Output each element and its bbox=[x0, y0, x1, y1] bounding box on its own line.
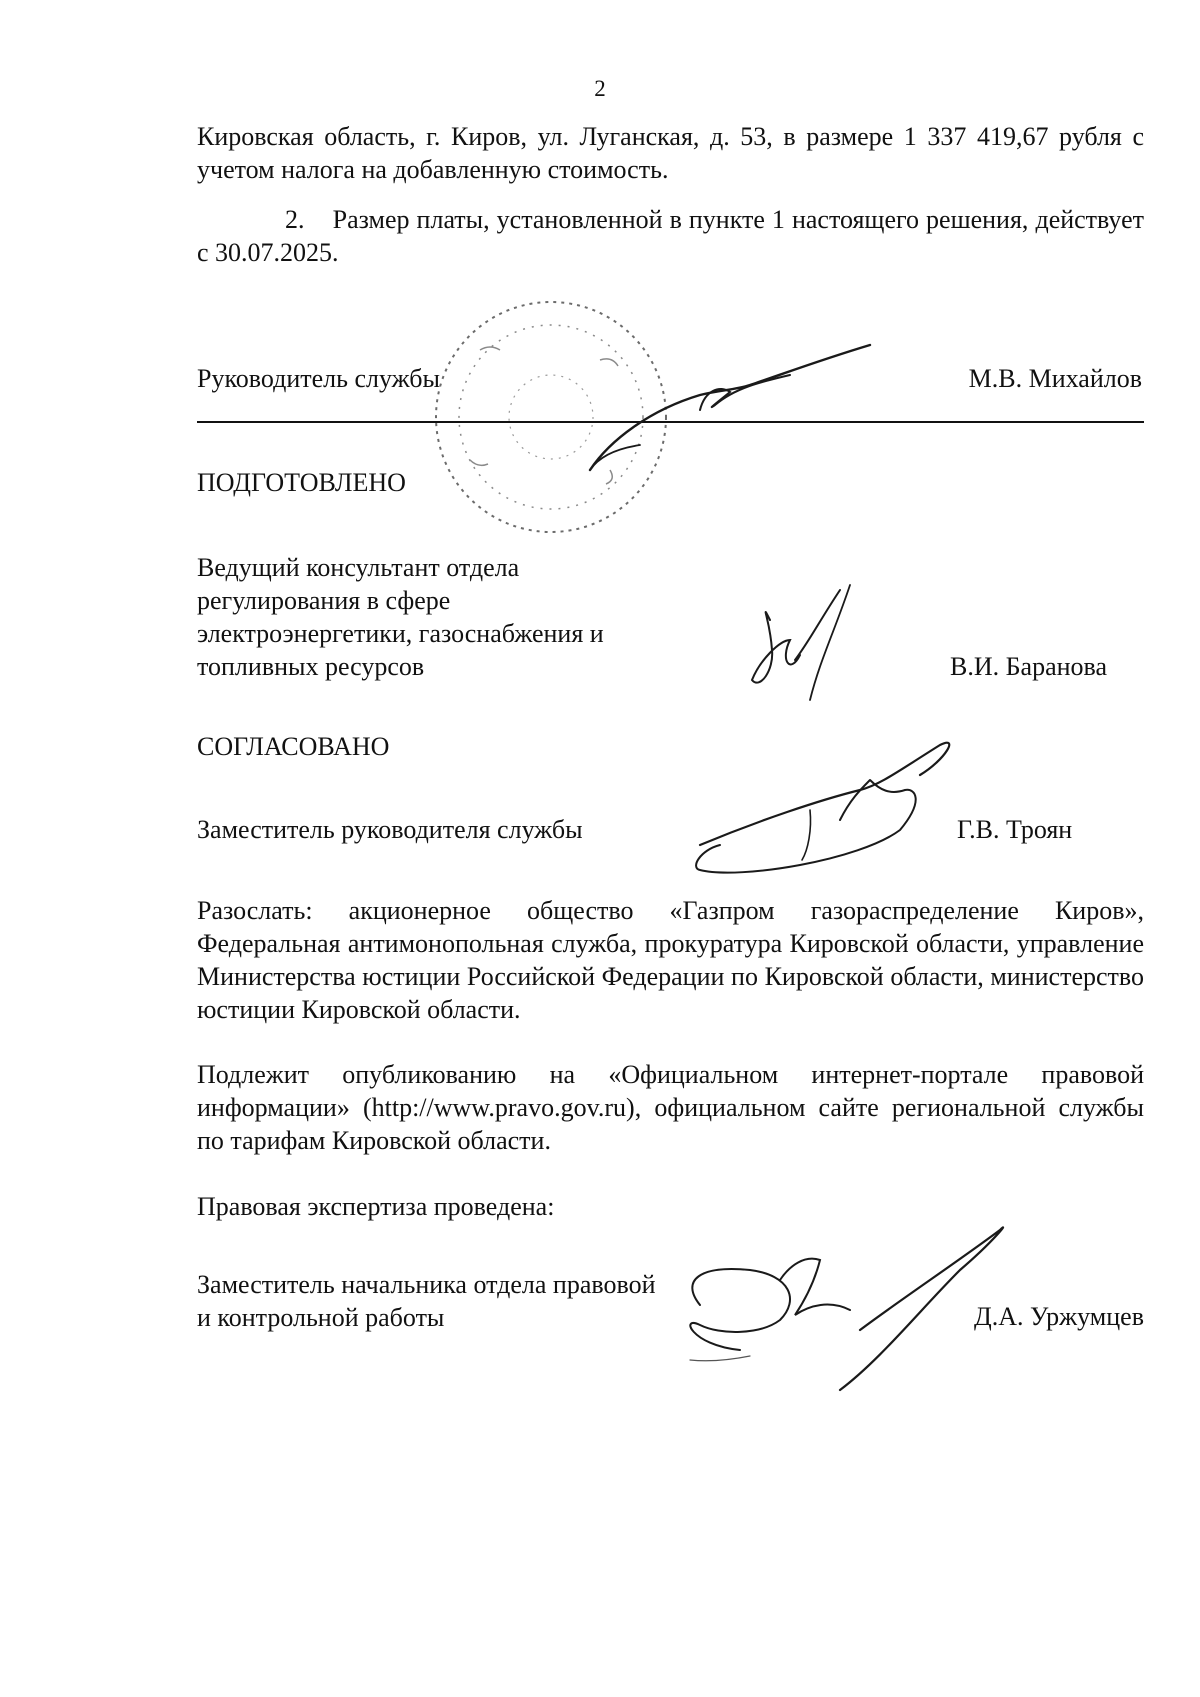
prepared-position bbox=[197, 551, 677, 683]
prepared-name: В.И. Баранова bbox=[950, 652, 1108, 681]
signature-rule bbox=[197, 421, 1144, 423]
head-position: Руководитель службы bbox=[197, 364, 440, 393]
page-number: 2 bbox=[594, 76, 606, 101]
official-seal-stamp bbox=[436, 302, 666, 532]
prepared-position-line: электроэнергетики, газоснабжения и bbox=[197, 619, 604, 648]
head-name: М.В. Михайлов bbox=[968, 364, 1142, 393]
publication-note: Подлежит опубликованию на «Официальном интернет-портале правовой информации» (http://www.pravo.gov.ru), официальном сайте региональной службы по тарифам Кировской области. bbox=[197, 1060, 1144, 1155]
distribution-list: Разослать: акционерное общество «Газпром газораспределение Киров», Федеральная антимонопольная служба, прокуратура Кировской области, управление Министерства юстиции Российской Федерации по Кировской области, министерство юстиции Кировской области. bbox=[197, 896, 1144, 1024]
agreed-heading: СОГЛАСОВАНО bbox=[197, 732, 390, 761]
agreed-position: Заместитель руководителя службы bbox=[197, 815, 583, 844]
prepared-position-line: топливных ресурсов bbox=[197, 652, 425, 681]
signature-prepared bbox=[752, 585, 850, 700]
legal-review-position-line: и контрольной работы bbox=[197, 1303, 445, 1332]
legal-review-position-line: Заместитель начальника отдела правовой bbox=[197, 1270, 656, 1299]
paragraph-address-amount: Кировская область, г. Киров, ул. Луганская, д. 53, в размере 1 337 419,67 рубля с учетом налога на добавленную стоимость. bbox=[197, 122, 1144, 184]
signature-agreed bbox=[696, 743, 949, 873]
legal-review-heading: Правовая экспертиза проведена: bbox=[197, 1192, 555, 1221]
legal-review-name: Д.А. Уржумцев bbox=[974, 1302, 1144, 1331]
legal-review-position bbox=[197, 1268, 717, 1334]
prepared-heading: ПОДГОТОВЛЕНО bbox=[197, 468, 406, 497]
signature-legal-review bbox=[690, 1227, 1003, 1390]
agreed-name: Г.В. Троян bbox=[957, 815, 1073, 844]
prepared-position-line: регулирования в сфере bbox=[197, 586, 451, 615]
paragraph-effective-date: 2. Размер платы, установленной в пункте 1 настоящего решения, действует с 30.07.2025. bbox=[197, 205, 1144, 267]
signature-head bbox=[590, 345, 870, 470]
prepared-position-line: Ведущий консультант отдела bbox=[197, 553, 520, 582]
